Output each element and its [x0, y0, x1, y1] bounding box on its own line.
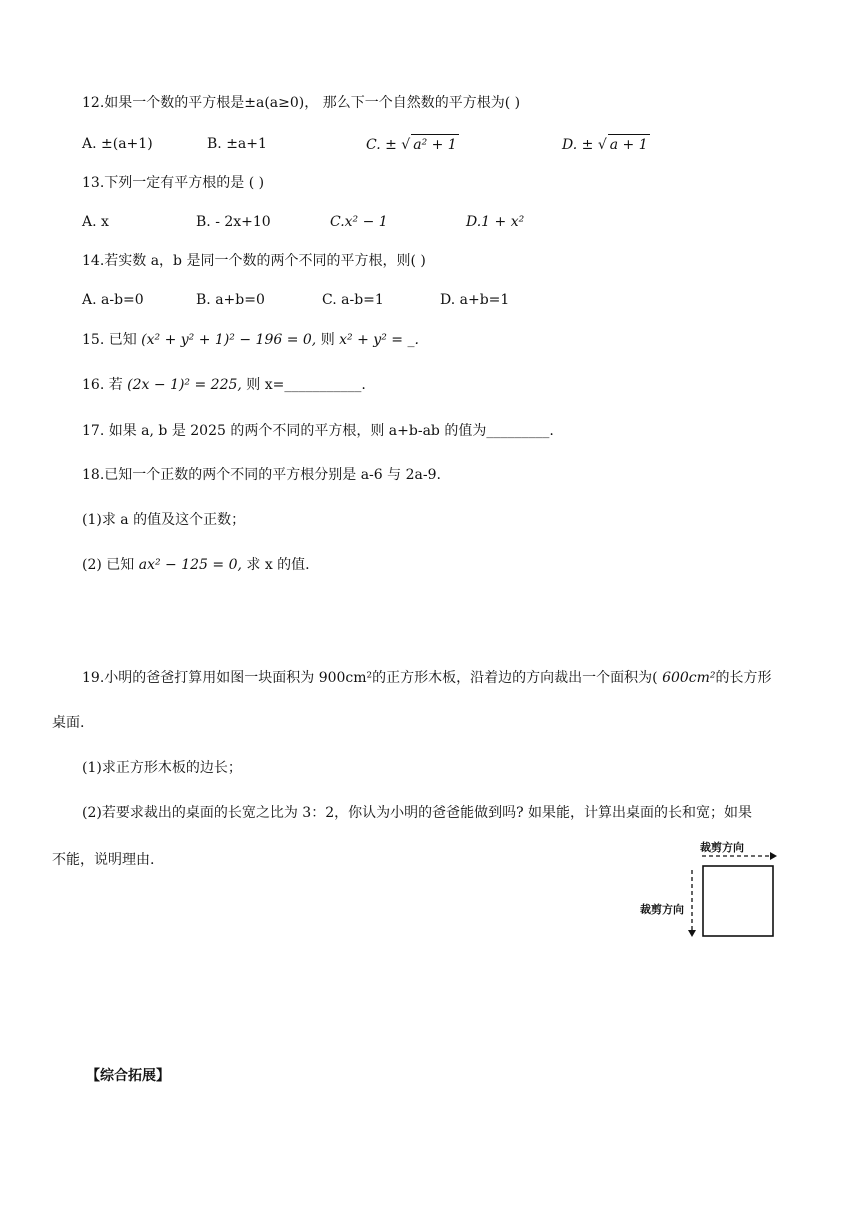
q12-option-c-prefix: C. ±	[366, 137, 402, 153]
square-board	[703, 866, 773, 936]
q19-line2: 桌面.	[52, 715, 85, 731]
q18-part1: (1)求 a 的值及这个正数；	[82, 512, 246, 528]
q14-option-a: A. a-b=0	[82, 292, 144, 308]
q14-stem: 14.若实数 a，b 是同一个数的两个不同的平方根，则( )	[82, 253, 426, 269]
q12-stem: 12.如果一个数的平方根是±a(a≥0)， 那么下一个自然数的平方根为( )	[82, 95, 521, 111]
q12-option-d-radicand: a + 1	[608, 134, 650, 155]
q15-prefix: 15. 已知	[82, 332, 142, 348]
board-figure	[684, 848, 784, 940]
q19-line1	[82, 668, 772, 688]
q12-option-a: A. ±(a+1)	[82, 136, 153, 152]
left-arrow-head	[688, 930, 696, 937]
q17: 17. 如果 a, b 是 2025 的两个不同的平方根，则 a+b-ab 的值为_________.	[82, 423, 554, 439]
q16-suffix: 则 x=___________.	[241, 377, 366, 393]
q16	[82, 375, 366, 395]
figure-left-label: 裁剪方向	[640, 903, 684, 916]
q18-part2	[82, 555, 310, 575]
q15-equation: (x² + y² + 1)² − 196 = 0,	[141, 332, 317, 348]
q14-option-b: B. a+b=0	[196, 292, 265, 308]
q12-option-c-radicand: a² + 1	[411, 134, 459, 155]
q13-option-a: A. x	[82, 214, 109, 230]
q13-option-d: D.1 + x²	[466, 214, 525, 230]
q19-part1: (1)求正方形木板的边长；	[82, 760, 242, 776]
q18-part2-equation: ax² − 125 = 0,	[138, 557, 242, 573]
q16-equation: (2x − 1)² = 225,	[127, 377, 242, 393]
q19-part2-line1: (2)若要求裁出的桌面的长宽之比为 3：2，你认为小明的爸爸能做到吗? 如果能，计算出桌面的长和宽；如果	[82, 805, 753, 821]
q16-prefix: 16. 若	[82, 377, 128, 393]
q19-line1-b: 的长方形	[715, 670, 772, 686]
q13-stem: 13.下列一定有平方根的是 ( )	[82, 175, 265, 191]
q14-option-c: C. a-b=1	[322, 292, 384, 308]
q19-line1-eq: 600cm²	[662, 670, 716, 686]
q12-option-c: C. ± √ a² + 1	[366, 134, 459, 155]
q13-option-c: C.x² − 1	[330, 214, 388, 230]
q19-line1-a: 19.小明的爸爸打算用如图一块面积为 900cm²的正方形木板，沿着边的方向裁出一个面积为(	[82, 670, 663, 686]
section-title: 【综合拓展】	[86, 1068, 170, 1084]
q18-stem: 18.已知一个正数的两个不同的平方根分别是 a-6 与 2a-9.	[82, 467, 441, 483]
q12-option-d-prefix: D. ±	[562, 137, 598, 153]
figure-top-label: 裁剪方向	[700, 841, 744, 854]
q15-target: x² + y² = _.	[339, 332, 419, 348]
q12-option-b: B. ±a+1	[207, 136, 267, 152]
q18-part2-suffix: 求 x 的值.	[241, 557, 310, 573]
q18-part2-prefix: (2) 已知	[82, 557, 139, 573]
q13-option-b: B. - 2x+10	[196, 214, 271, 230]
q15	[82, 330, 419, 350]
q14-option-d: D. a+b=1	[440, 292, 510, 308]
top-arrow-head	[770, 852, 777, 860]
q12-option-d: D. ± √ a + 1	[562, 134, 650, 155]
q15-mid: 则	[316, 332, 340, 348]
q19-part2-line2: 不能，说明理由.	[52, 852, 155, 868]
